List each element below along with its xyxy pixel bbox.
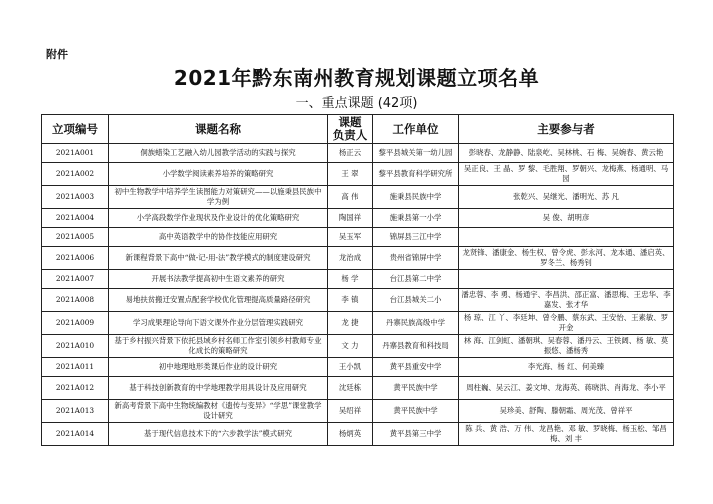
cell-lead: 吴玉军: [328, 228, 373, 247]
cell-id: 2021A004: [42, 209, 109, 228]
table-row: [42, 209, 674, 228]
cell-id: 2021A011: [42, 358, 109, 377]
cell-members: 周柱巍、吴云江、姜文坤、龙海英、蒋晓洪、肖海龙、李小平: [459, 377, 674, 400]
cell-lead: 龙 捷: [328, 312, 373, 335]
cell-id: 2021A002: [42, 163, 109, 186]
cell-name: 新课程背景下高中“做-记-用-法”教学模式的制度建设研究: [109, 247, 328, 270]
table-row: [42, 186, 674, 209]
cell-name: 开展书法教学提高初中生语文素养的研究: [109, 270, 328, 289]
cell-name: 小学高段数学作业现状及作业设计的优化策略研究: [109, 209, 328, 228]
table-row: [42, 312, 674, 335]
cell-unit: 黄平民族中学: [373, 377, 459, 400]
cell-id: 2021A003: [42, 186, 109, 209]
attachment-label: 附件: [46, 48, 68, 61]
cell-members: 吴正良、王 晶、罗 黎、毛胜翔、罗朝兴、龙梅燕、杨通明、马 园: [459, 163, 674, 186]
cell-lead: 龙治成: [328, 247, 373, 270]
cell-members: 陈 兵、黄 浩、万 伟、龙昌艳、邓 敏、罗晓梅、杨玉松、邹昌梅、刘 丰: [459, 423, 674, 446]
cell-id: 2021A013: [42, 400, 109, 423]
cell-unit: 台江县第二中学: [373, 270, 459, 289]
cell-unit: 施秉县第一小学: [373, 209, 459, 228]
cell-unit: 锦屏县三江中学: [373, 228, 459, 247]
section-heading: 一、重点课题 (42项): [295, 96, 418, 111]
cell-lead: 高 伟: [328, 186, 373, 209]
cell-id: 2021A014: [42, 423, 109, 446]
cell-id: 2021A001: [42, 144, 109, 163]
cell-name: 初中生物教学中培养学生读图能力对策研究——以施秉县民族中学为例: [109, 186, 328, 209]
cell-members: 杨 琼、江 丫、李廷坤、曾令鹏、蔡东武、王安怡、王素敏、罗开金: [459, 312, 674, 335]
table-row: [42, 358, 674, 377]
table-header-row: [42, 115, 674, 144]
document-title: 2021年黔东南州教育规划课题立项名单: [173, 66, 540, 90]
table-row: [42, 270, 674, 289]
cell-id: 2021A010: [42, 335, 109, 358]
table-row: [42, 228, 674, 247]
header-members: 主要参与者: [459, 115, 674, 144]
cell-members: 李光海、杨 红、何美臻: [459, 358, 674, 377]
cell-unit: 黄平县重安中学: [373, 358, 459, 377]
cell-name: 高中英语教学中的协作技能应用研究: [109, 228, 328, 247]
cell-members: 林 海、江剑虹、潘朝琪、吴春蓉、潘丹云、王铁阔、杨 敏、莫振悠、潘杨秀: [459, 335, 674, 358]
cell-lead: 吴绍祥: [328, 400, 373, 423]
cell-unit: 贵州省锦屏中学: [373, 247, 459, 270]
cell-lead: 沈廷栋: [328, 377, 373, 400]
cell-lead: 杨炳英: [328, 423, 373, 446]
cell-lead: 杨正云: [328, 144, 373, 163]
cell-lead: 王小凯: [328, 358, 373, 377]
cell-name: 小学数学阅读素养培养的策略研究: [109, 163, 328, 186]
header-project-name: 课题名称: [109, 115, 328, 144]
table-row: [42, 400, 674, 423]
cell-members: 龙贤锋、潘康金、杨生权、曾令虎、彭永河、龙本通、潘启英、罗冬兰、杨秀钊: [459, 247, 674, 270]
header-lead: 课题 负责人: [328, 115, 373, 144]
table-row: [42, 163, 674, 186]
cell-name: 基于乡村振兴背景下依托县域乡村名师工作室引领乡村教师专业化成长的策略研究: [109, 335, 328, 358]
cell-unit: 丹寨县教育和科技局: [373, 335, 459, 358]
table-row: [42, 423, 674, 446]
cell-unit: 丹寨民族高级中学: [373, 312, 459, 335]
cell-unit: 黎平县教育科学研究所: [373, 163, 459, 186]
cell-members: 潘忠蓉、李 勇、杨通宇、李昌洪、邵正富、潘思梅、王忠华、李嘉发、张才华: [459, 289, 674, 312]
cell-name: 易地扶贫搬迁安置点配套学校优化管理提高质量路径研究: [109, 289, 328, 312]
cell-id: 2021A009: [42, 312, 109, 335]
cell-members: [459, 228, 674, 247]
cell-members: 吴珍美、舒陶、滕朝霜、周光茂、曾祥平: [459, 400, 674, 423]
cell-members: 吴 俊、胡明彦: [459, 209, 674, 228]
cell-lead: 杨 学: [328, 270, 373, 289]
cell-lead: 文 力: [328, 335, 373, 358]
cell-id: 2021A007: [42, 270, 109, 289]
cell-unit: 黎平县城关第一幼儿园: [373, 144, 459, 163]
header-project-id: 立项编号: [42, 115, 109, 144]
cell-lead: 李 镇: [328, 289, 373, 312]
cell-unit: 台江县城关二小: [373, 289, 459, 312]
table-row: [42, 144, 674, 163]
cell-name: 侗族蜡染工艺融入幼儿园教学活动的实践与探究: [109, 144, 328, 163]
cell-id: 2021A012: [42, 377, 109, 400]
table-row: [42, 377, 674, 400]
cell-members: [459, 270, 674, 289]
cell-name: 新高考背景下高中生物统编教材《遗传与变异》“学思”课堂教学设计研究: [109, 400, 328, 423]
header-unit: 工作单位: [373, 115, 459, 144]
cell-lead: 陶国祥: [328, 209, 373, 228]
cell-lead: 王 翠: [328, 163, 373, 186]
cell-name: 基于现代信息技术下的“六步教学法”模式研究: [109, 423, 328, 446]
cell-name: 基于科技创新教育的中学地理教学用具设计及应用研究: [109, 377, 328, 400]
cell-id: 2021A005: [42, 228, 109, 247]
table-row: [42, 289, 674, 312]
cell-members: 张乾兴、吴继光、潘明光、苏 凡: [459, 186, 674, 209]
cell-unit: 黄平县第三中学: [373, 423, 459, 446]
cell-id: 2021A006: [42, 247, 109, 270]
table-row: [42, 247, 674, 270]
cell-name: 初中地理地形类课后作业的设计研究: [109, 358, 328, 377]
cell-members: 彭晓春、龙静静、陆泉屹、吴林桃、石 梅、吴婉春、黄云艳: [459, 144, 674, 163]
table-row: [42, 335, 674, 358]
cell-name: 学习成果理论导向下语文课外作业分层管理实践研究: [109, 312, 328, 335]
project-table: [41, 114, 674, 446]
cell-unit: 黄平民族中学: [373, 400, 459, 423]
cell-id: 2021A008: [42, 289, 109, 312]
cell-unit: 施秉县民族中学: [373, 186, 459, 209]
